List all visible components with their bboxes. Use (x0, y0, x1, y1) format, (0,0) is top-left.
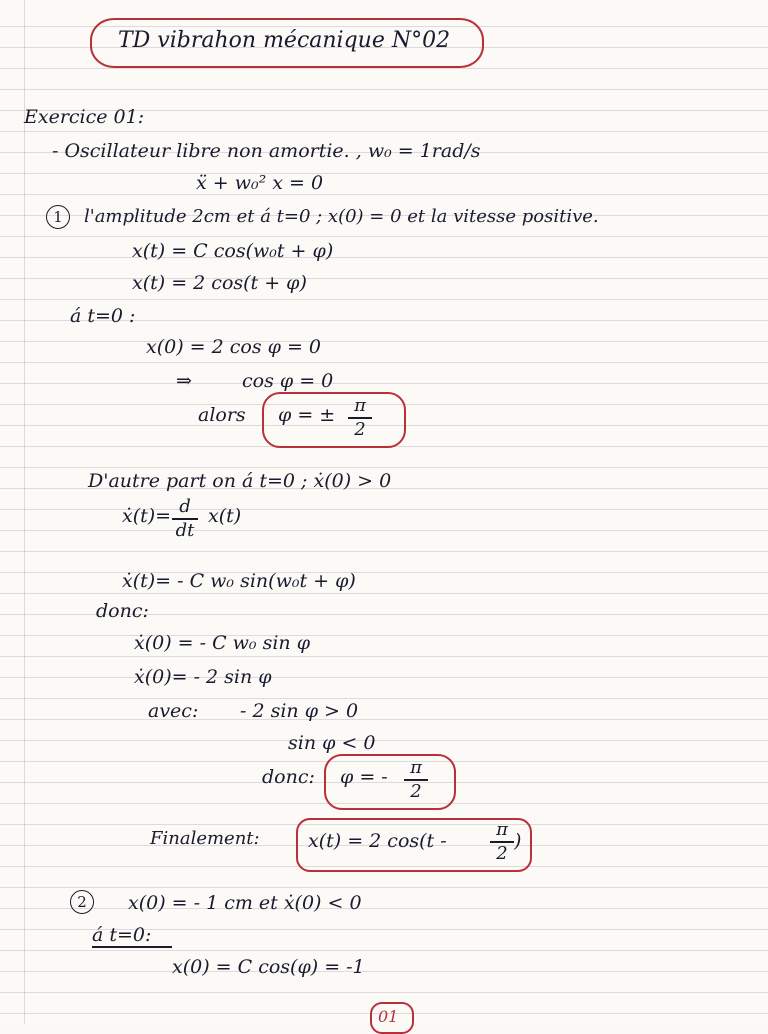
text-finalement: Finalement: (150, 828, 260, 849)
fraction-num-3: π (496, 819, 508, 840)
page-number: 01 (378, 1007, 399, 1026)
equation-line-15: ẋ(0)= - 2 sin φ (134, 666, 272, 688)
margin-line (24, 0, 25, 1024)
deriv-num: d (179, 496, 191, 517)
deriv-left: ẋ(t)= (122, 505, 172, 527)
question-number-2: 2 (70, 890, 94, 914)
final-expression: x(t) = 2 cos(t - (308, 830, 447, 852)
text-line-1: - Oscillateur libre non amortie. , w₀ = 1rad/s (52, 140, 481, 162)
text-line-10: D'autre part on á t=0 ; ẋ(0) > 0 (88, 470, 392, 492)
exercise-heading: Exercice 01: (24, 106, 145, 128)
text-line-6: á t=0 : (70, 305, 136, 327)
equation-line-22: x(0) = C cos(φ) = -1 (172, 956, 365, 978)
question-number-1: 1 (46, 205, 70, 229)
fraction-num-2: π (410, 757, 422, 778)
implies-arrow: ⇒ (176, 370, 192, 392)
equation-line-8: cos φ = 0 (242, 370, 334, 392)
equation-line-17: sin φ < 0 (288, 732, 376, 754)
equation-line-7: x(0) = 2 cos φ = 0 (146, 336, 322, 358)
text-avec: avec: (148, 700, 199, 722)
text-donc-1: donc: (96, 600, 149, 622)
fraction-den-2: 2 (410, 781, 422, 802)
equation-line-16: - 2 sin φ > 0 (240, 700, 359, 722)
equation-line-12: ẋ(t)= - C w₀ sin(w₀t + φ) (122, 570, 356, 592)
boxed-phi-2: φ = - (340, 766, 388, 788)
underline-t0 (92, 946, 172, 948)
final-close-paren: ) (514, 830, 522, 852)
deriv-right: x(t) (208, 505, 242, 527)
equation-line-4: x(t) = C cos(w₀t + φ) (132, 240, 334, 262)
text-donc-2: donc: (262, 766, 315, 788)
equation-line-14: ẋ(0) = - C w₀ sin φ (134, 632, 310, 654)
fraction-den-1: 2 (354, 419, 366, 440)
text-alors: alors (198, 404, 246, 426)
text-line-21: á t=0: (92, 924, 152, 946)
equation-line-2: ẍ + w₀² x = 0 (196, 172, 324, 194)
fraction-num-1: π (354, 395, 366, 416)
deriv-den: dt (175, 520, 195, 541)
fraction-den-3: 2 (496, 843, 508, 864)
page-title: TD vibrahon mécanique N°02 (118, 28, 451, 53)
equation-line-5: x(t) = 2 cos(t + φ) (132, 272, 307, 294)
text-line-3: l'amplitude 2cm et á t=0 ; x(0) = 0 et la vitesse positive. (84, 206, 599, 227)
text-line-20: x(0) = - 1 cm et ẋ(0) < 0 (128, 892, 362, 914)
boxed-phi-1: φ = ± (278, 404, 336, 426)
